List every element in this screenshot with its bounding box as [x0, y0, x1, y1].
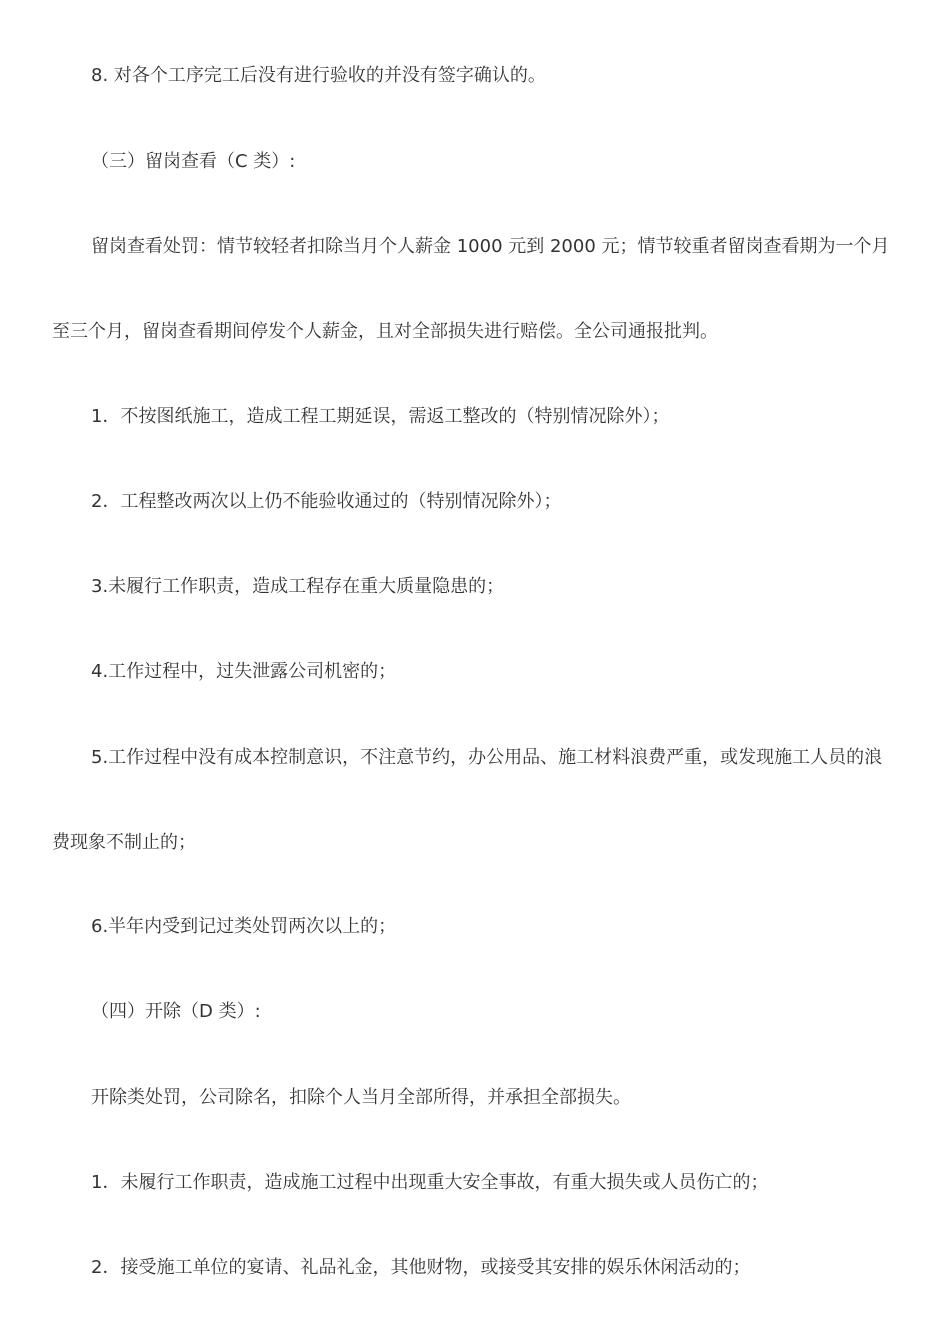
list-item-c-3: 3.未履行工作职责，造成工程存在重大质量隐患的；	[91, 576, 505, 597]
list-item-d-2: 2．接受施工单位的宴请、礼品礼金，其他财物，或接受其安排的娱乐休闲活动的；	[91, 1257, 751, 1278]
list-item-c-2: 2．工程整改两次以上仍不能验收通过的（特别情况除外）；	[91, 491, 562, 512]
list-item-d-1: 1．未履行工作职责，造成施工过程中出现重大安全事故，有重大损失或人员伤亡的；	[91, 1172, 769, 1193]
list-item-c-4: 4.工作过程中，过失泄露公司机密的；	[91, 661, 397, 682]
paragraph-item-8: 8. 对各个工序完工后没有进行验收的并没有签字确认的。	[91, 65, 546, 86]
section-heading-c: （三）留岗查看（C 类）:	[91, 151, 296, 172]
paragraph-c-penalty: 留岗查看处罚：情节较轻者扣除当月个人薪金 1000 元到 2000 元；情节较重者留岗查看期为一个月至三个月，留岗查看期间停发个人薪金，且对全部损失进行赔偿。全公司通报批判。	[52, 236, 890, 342]
section-heading-d: （四）开除（D 类）:	[91, 1001, 261, 1022]
paragraph-d-penalty: 开除类处罚，公司除名，扣除个人当月全部所得，并承担全部损失。	[91, 1087, 631, 1108]
list-item-c-6: 6.半年内受到记过类处罚两次以上的；	[91, 916, 397, 937]
list-item-c-5: 5.工作过程中没有成本控制意识，不注意节约，办公用品、施工材料浪费严重，或发现施工人员的浪费现象不制止的；	[52, 747, 883, 853]
list-item-c-1: 1．不按图纸施工，造成工程工期延误，需返工整改的（特别情况除外）；	[91, 406, 670, 427]
